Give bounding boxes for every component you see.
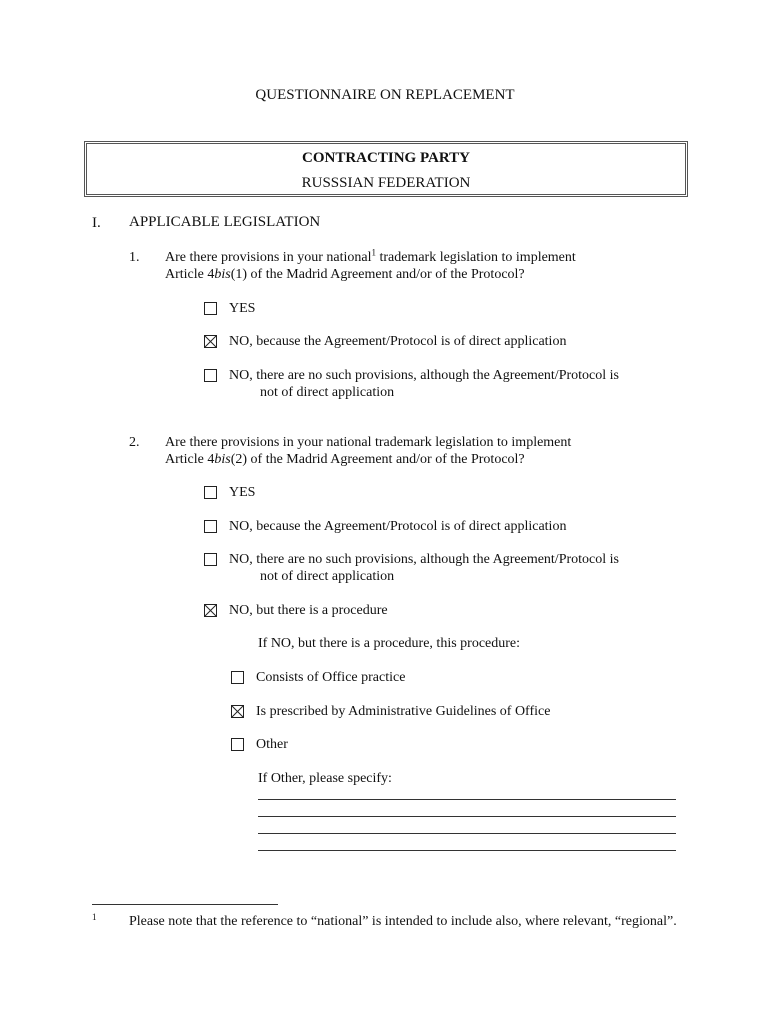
q2-no-provisions-cont: not of direct application [260,569,395,584]
other-checkbox[interactable] [231,738,244,751]
specify-line-2[interactable] [258,816,676,817]
question-1-line1: Are there provisions in your national [165,250,372,265]
procedure-option-other [231,736,696,753]
q2-no-provisions-label: NO, there are no such provisions, although the Agreement/Protocol is [229,552,619,567]
office-practice-checkbox[interactable] [231,671,244,684]
q1-option-no-provisions [204,367,669,401]
check-x-icon [204,335,217,348]
q2-no-provisions-text [229,551,669,585]
question-1-number: 1. [129,250,140,265]
section-title: APPLICABLE LEGISLATION [129,214,321,230]
footnote-mark: 1 [92,912,97,922]
check-x-icon [231,705,244,718]
footnote-separator [92,904,278,905]
q2-no-direct-checkbox[interactable] [204,520,217,533]
q2-yes-label: YES [229,485,256,500]
q2-option-no-direct [204,518,669,535]
question-1-line1-rest: trademark legislation to implement [375,250,576,265]
question-1-text [165,249,685,283]
q2-option-procedure [204,602,669,619]
footnote-reference: 1 [371,247,376,258]
q1-no-direct-label: NO, because the Agreement/Protocol is of direct application [229,334,567,349]
q2-yes-checkbox[interactable] [204,486,217,499]
q2-procedure-label: NO, but there is a procedure [229,603,388,618]
q1-option-yes [204,300,669,317]
question-2-bis: bis [214,452,231,467]
procedure-option-guidelines [231,703,696,720]
q1-yes-checkbox[interactable] [204,302,217,315]
guidelines-label: Is prescribed by Administrative Guidelines of Office [256,704,551,719]
question-2-number: 2. [129,435,140,450]
q1-no-direct-checkbox[interactable] [204,335,217,348]
q2-no-provisions-checkbox[interactable] [204,553,217,566]
q1-no-provisions-checkbox[interactable] [204,369,217,382]
contracting-party-label: CONTRACTING PARTY [302,150,470,166]
specify-line-1[interactable] [258,799,676,800]
specify-line-3[interactable] [258,833,676,834]
question-2-line2: (2) of the Madrid Agreement and/or of the Protocol? [230,452,525,467]
q2-option-no-provisions [204,551,669,585]
contracting-party-value: RUSSSIAN FEDERATION [301,175,471,191]
guidelines-checkbox[interactable] [231,705,244,718]
question-1-line2: (1) of the Madrid Agreement and/or of the Protocol? [230,267,525,282]
procedure-prompt: If NO, but there is a procedure, this procedure: [258,636,521,651]
q2-option-yes [204,484,669,501]
other-label: Other [256,737,288,752]
specify-line-4[interactable] [258,850,676,851]
procedure-option-office-practice [231,669,696,686]
q2-no-direct-label: NO, because the Agreement/Protocol is of direct application [229,519,567,534]
q1-option-no-direct [204,333,669,350]
check-x-icon [204,604,217,617]
question-2-line1: Are there provisions in your national trademark legislation to implement [165,435,572,450]
q1-yes-label: YES [229,301,256,316]
question-2-text [165,434,685,468]
question-1-bis: bis [214,267,231,282]
question-2-article: Article 4 [165,452,215,467]
q1-no-provisions-cont: not of direct application [260,385,395,400]
contracting-party-box [84,141,688,197]
other-specify-prompt: If Other, please specify: [258,771,392,786]
question-1-article: Article 4 [165,267,215,282]
section-number: I. [92,215,101,231]
office-practice-label: Consists of Office practice [256,670,406,685]
q1-no-provisions-label: NO, there are no such provisions, although the Agreement/Protocol is [229,368,619,383]
footnote-text: Please note that the reference to “national” is intended to include also, where relevant, “regional”. [129,914,677,929]
q2-procedure-checkbox[interactable] [204,604,217,617]
page-title: QUESTIONNAIRE ON REPLACEMENT [255,87,515,103]
q1-no-provisions-text [229,367,669,401]
